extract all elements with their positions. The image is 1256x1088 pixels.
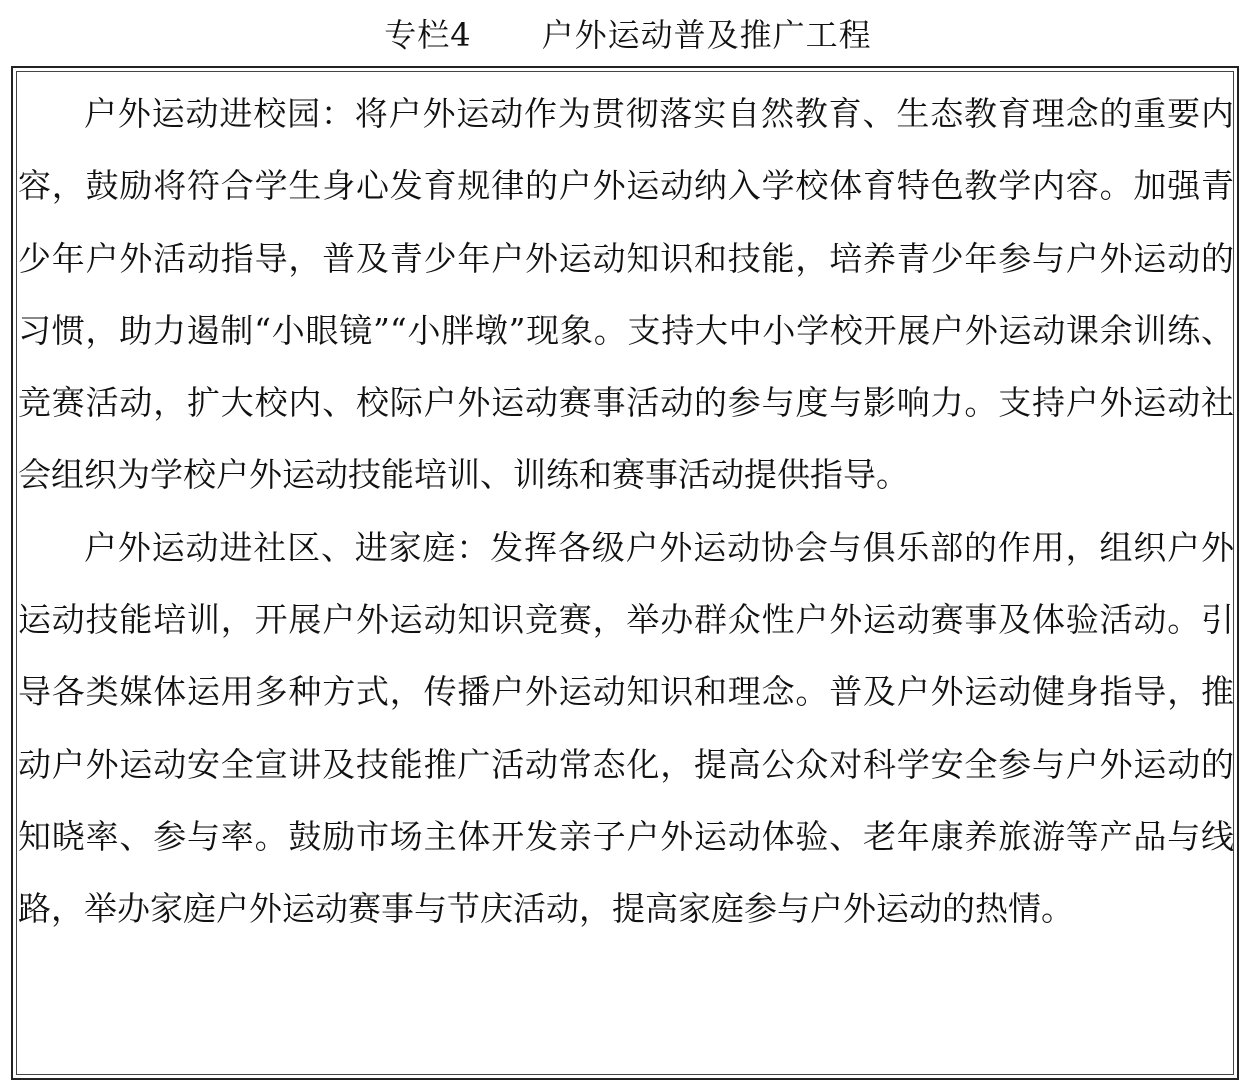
column-content <box>18 78 1234 946</box>
paragraph-community-family: 户外运动进社区、进家庭：发挥各级户外运动协会与俱乐部的作用，组织户外运动技能培训，开展户外运动知识竞赛，举办群众性户外运动赛事及体验活动。引导各类媒体运用多种方式，传播户外运动知识和理念。普及户外运动健身指导，推动户外运动安全宣讲及技能推广活动常态化，提高公众对科学安全参与户外运动的知晓率、参与率。鼓励市场主体开发亲子户外运动体验、老年康养旅游等产品与线路，举办家庭户外运动赛事与节庆活动，提高家庭参与户外运动的热情。 <box>18 527 1234 929</box>
column-heading <box>0 8 1256 58</box>
column-box <box>11 66 1239 1080</box>
paragraph-school: 户外运动进校园：将户外运动作为贯彻落实自然教育、生态教育理念的重要内容，鼓励将符合学生身心发育规律的户外运动纳入学校体育特色教学内容。加强青少年户外活动指导，普及青少年户外运动知识和技能，培养青少年参与户外运动的习惯，助力遏制“小眼镜”“小胖墩”现象。支持大中小学校开展户外运动课余训练、竞赛活动，扩大校内、校际户外运动赛事活动的参与度与影响力。支持户外运动社会组织为学校户外运动技能培训、训练和赛事活动提供指导。 <box>18 94 1234 495</box>
column-title: 户外运动普及推广工程 <box>541 16 872 54</box>
column-number: 专栏4 <box>384 16 472 54</box>
